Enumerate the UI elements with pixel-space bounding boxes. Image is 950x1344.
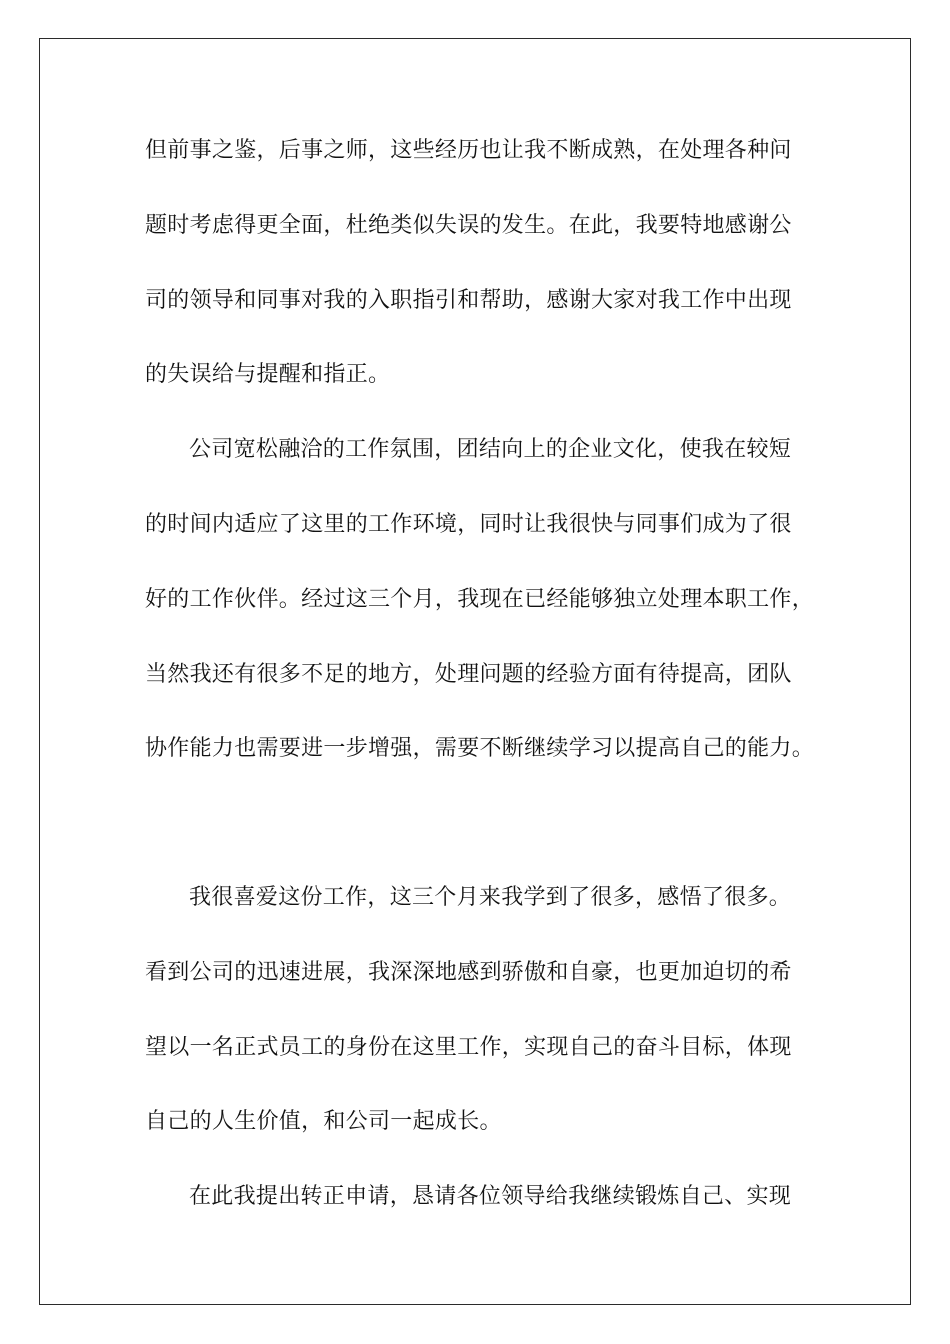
text-line: 的时间内适应了这里的工作环境，同时让我很快与同事们成为了很 — [145, 512, 792, 537]
text-line: 司的领导和同事对我的入职指引和帮助，感谢大家对我工作中出现 — [145, 288, 792, 313]
paragraph-first-line: 在此我提出转正申请，恳请各位领导给我继续锻炼自己、实现 — [189, 1184, 792, 1209]
text-line: 望以一名正式员工的身份在这里工作，实现自己的奋斗目标，体现 — [145, 1035, 792, 1060]
text-line: 的失误给与提醒和指正。 — [145, 362, 391, 387]
text-line: 当然我还有很多不足的地方，处理问题的经验方面有待提高，团队 — [145, 662, 792, 687]
text-line: 自己的人生价值，和公司一起成长。 — [145, 1109, 502, 1134]
paragraph-first-line: 我很喜爱这份工作，这三个月来我学到了很多，感悟了很多。 — [189, 885, 792, 910]
text-line: 好的工作伙伴。经过这三个月，我现在已经能够独立处理本职工作， — [145, 587, 815, 612]
paragraph-first-line: 公司宽松融洽的工作氛围，团结向上的企业文化，使我在较短 — [189, 437, 792, 462]
text-line: 协作能力也需要进一步增强，需要不断继续学习以提高自己的能力。 — [145, 736, 815, 761]
text-line: 但前事之鉴，后事之师，这些经历也让我不断成熟，在处理各种问 — [145, 138, 792, 163]
text-line: 看到公司的迅速进展，我深深地感到骄傲和自豪，也更加迫切的希 — [145, 960, 792, 985]
text-line: 题时考虑得更全面，杜绝类似失误的发生。在此，我要特地感谢公 — [145, 213, 792, 238]
